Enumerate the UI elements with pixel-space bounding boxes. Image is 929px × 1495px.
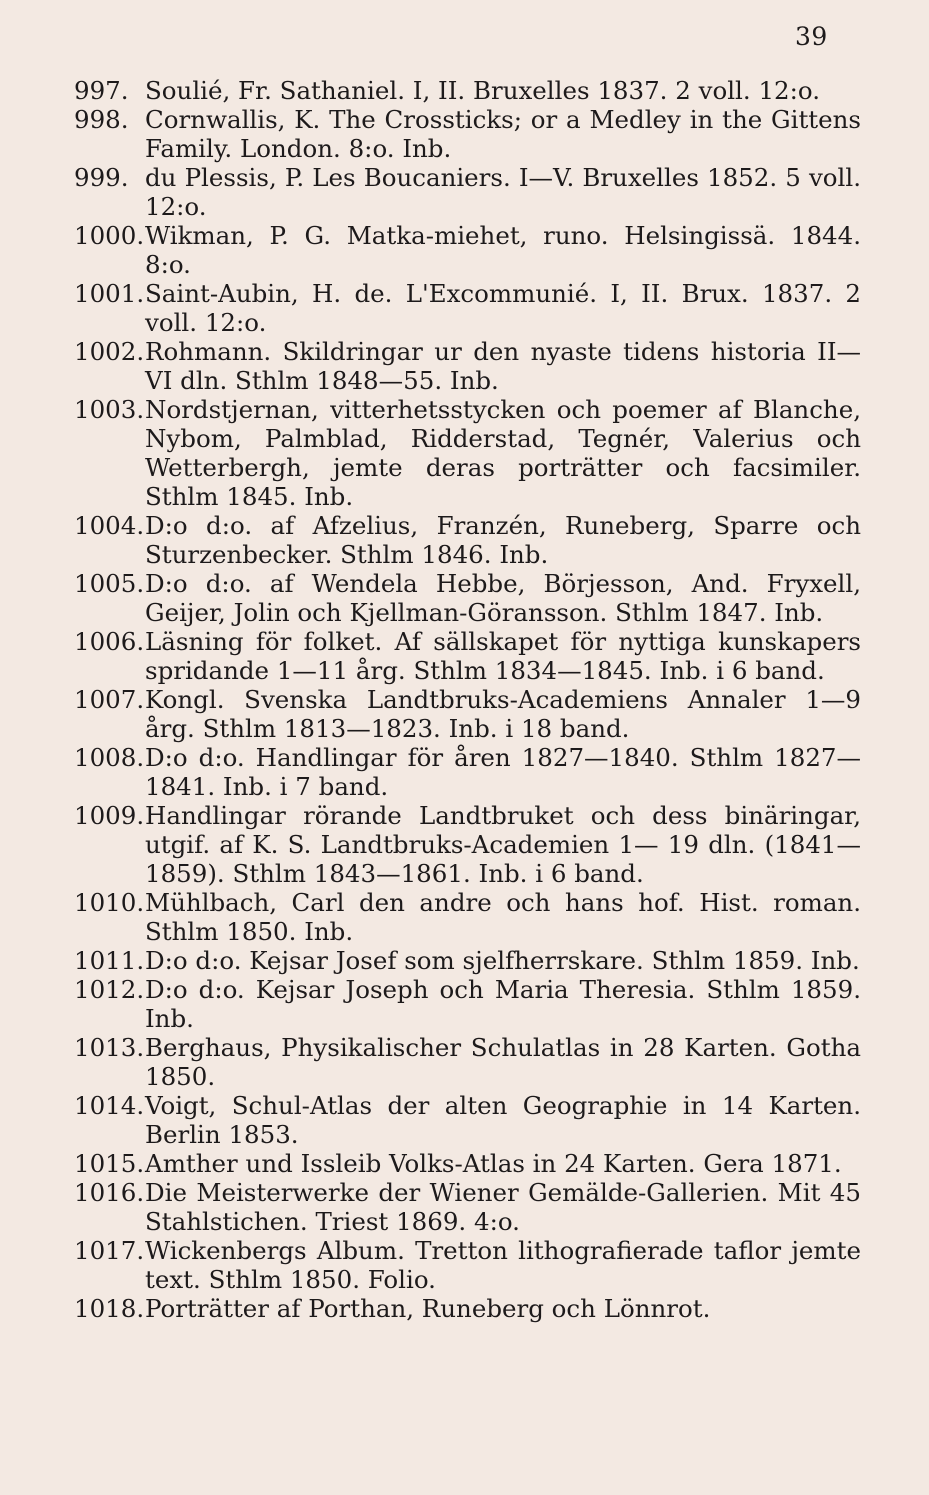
entry-text: Voigt, Schul-Atlas der alten Geographie in 14 Karten. Berlin 1853. bbox=[145, 1091, 861, 1149]
entry-text: D:o d:o. af Wendela Hebbe, Börjesson, And. Fryxell, Geijer, Jolin och Kjellman-Göransson. Sthlm 1847. Inb. bbox=[145, 569, 861, 627]
catalog-entry bbox=[0, 1236, 929, 1294]
catalog-entry bbox=[0, 946, 929, 975]
entry-text: Rohmann. Skildringar ur den nyaste tidens historia II—VI dln. Sthlm 1848—55. Inb. bbox=[145, 337, 861, 395]
catalog-entries bbox=[0, 76, 929, 1323]
catalog-entry bbox=[0, 395, 929, 511]
entry-number: 1003. bbox=[74, 395, 145, 424]
catalog-entry bbox=[0, 1149, 929, 1178]
entry-number: 1012. bbox=[74, 975, 145, 1004]
entry-text: Wikman, P. G. Matka-miehet, runo. Helsingissä. 1844. 8:o. bbox=[145, 221, 861, 279]
entry-number: 1009. bbox=[74, 801, 145, 830]
catalog-entry bbox=[0, 279, 929, 337]
entry-number: 1002. bbox=[74, 337, 145, 366]
entry-number: 1016. bbox=[74, 1178, 145, 1207]
entry-number: 998. bbox=[74, 105, 129, 134]
entry-number: 1001. bbox=[74, 279, 145, 308]
entry-text: Kongl. Svenska Landtbruks-Academiens Annaler 1—9 årg. Sthlm 1813—1823. Inb. i 18 band. bbox=[145, 685, 861, 743]
catalog-entry bbox=[0, 511, 929, 569]
entry-text: Nordstjernan, vitterhetsstycken och poemer af Blanche, Nybom, Palmblad, Ridderstad, Tegnér, Valerius och Wetterbergh, jemte deras porträtter och facsimiler. Sthlm 1845. Inb. bbox=[145, 395, 861, 511]
catalog-entry bbox=[0, 975, 929, 1033]
catalog-entry bbox=[0, 569, 929, 627]
catalog-entry bbox=[0, 221, 929, 279]
catalog-entry bbox=[0, 1178, 929, 1236]
entry-number: 1013. bbox=[74, 1033, 145, 1062]
entry-number: 1015. bbox=[74, 1149, 145, 1178]
entry-number: 997. bbox=[74, 76, 129, 105]
entry-text: D:o d:o. Kejsar Joseph och Maria Theresia. Sthlm 1859. Inb. bbox=[145, 975, 861, 1033]
entry-number: 1014. bbox=[74, 1091, 145, 1120]
entry-number: 1011. bbox=[74, 946, 145, 975]
entry-number: 1008. bbox=[74, 743, 145, 772]
page-number: 39 bbox=[795, 22, 828, 51]
entry-text: D:o d:o. Kejsar Josef som sjelfherrskare. Sthlm 1859. Inb. bbox=[145, 946, 860, 975]
catalog-entry bbox=[0, 888, 929, 946]
entry-number: 1004. bbox=[74, 511, 145, 540]
catalog-entry bbox=[0, 105, 929, 163]
entry-text: Porträtter af Porthan, Runeberg och Lönnrot. bbox=[145, 1294, 711, 1323]
entry-text: Mühlbach, Carl den andre och hans hof. Hist. roman. Sthlm 1850. Inb. bbox=[145, 888, 861, 946]
catalog-entry bbox=[0, 76, 929, 105]
catalog-entry bbox=[0, 337, 929, 395]
entry-number: 1005. bbox=[74, 569, 145, 598]
entry-number: 1017. bbox=[74, 1236, 145, 1265]
entry-text: du Plessis, P. Les Boucaniers. I—V. Bruxelles 1852. 5 voll. 12:o. bbox=[145, 163, 861, 221]
entry-number: 999. bbox=[74, 163, 129, 192]
catalog-entry bbox=[0, 1033, 929, 1091]
entry-text: Wickenbergs Album. Tretton lithografierade taflor jemte text. Sthlm 1850. Folio. bbox=[145, 1236, 861, 1294]
catalog-entry bbox=[0, 685, 929, 743]
catalog-entry bbox=[0, 801, 929, 888]
catalog-entry bbox=[0, 163, 929, 221]
entry-text: Saint-Aubin, H. de. L'Excommunié. I, II. Brux. 1837. 2 voll. 12:o. bbox=[145, 279, 861, 337]
entry-text: D:o d:o. af Afzelius, Franzén, Runeberg, Sparre och Sturzenbecker. Sthlm 1846. Inb. bbox=[145, 511, 861, 569]
catalog-entry bbox=[0, 627, 929, 685]
entry-number: 1007. bbox=[74, 685, 145, 714]
entry-text: D:o d:o. Handlingar för åren 1827—1840. Sthlm 1827—1841. Inb. i 7 band. bbox=[145, 743, 861, 801]
entry-text: Handlingar rörande Landtbruket och dess binäringar, utgif. af K. S. Landtbruks-Academien 1— 19 dln. (1841—1859). Sthlm 1843—1861. Inb. i 6 band. bbox=[145, 801, 861, 888]
entry-number: 1010. bbox=[74, 888, 145, 917]
catalog-entry bbox=[0, 743, 929, 801]
entry-text: Berghaus, Physikalischer Schulatlas in 28 Karten. Gotha 1850. bbox=[145, 1033, 861, 1091]
entry-number: 1000. bbox=[74, 221, 145, 250]
entry-text: Läsning för folket. Af sällskapet för nyttiga kunskapers spridande 1—11 årg. Sthlm 1834—1845. Inb. i 6 band. bbox=[145, 627, 861, 685]
entry-text: Soulié, Fr. Sathaniel. I, II. Bruxelles 1837. 2 voll. 12:o. bbox=[145, 76, 821, 105]
entry-text: Cornwallis, K. The Crossticks; or a Medley in the Gittens Family. London. 8:o. Inb. bbox=[145, 105, 861, 163]
entry-number: 1006. bbox=[74, 627, 145, 656]
entry-number: 1018. bbox=[74, 1294, 145, 1323]
entry-text: Die Meisterwerke der Wiener Gemälde-Gallerien. Mit 45 Stahlstichen. Triest 1869. 4:o. bbox=[145, 1178, 861, 1236]
catalog-entry bbox=[0, 1091, 929, 1149]
entry-text: Amther und Issleib Volks-Atlas in 24 Karten. Gera 1871. bbox=[145, 1149, 842, 1178]
catalog-entry bbox=[0, 1294, 929, 1323]
